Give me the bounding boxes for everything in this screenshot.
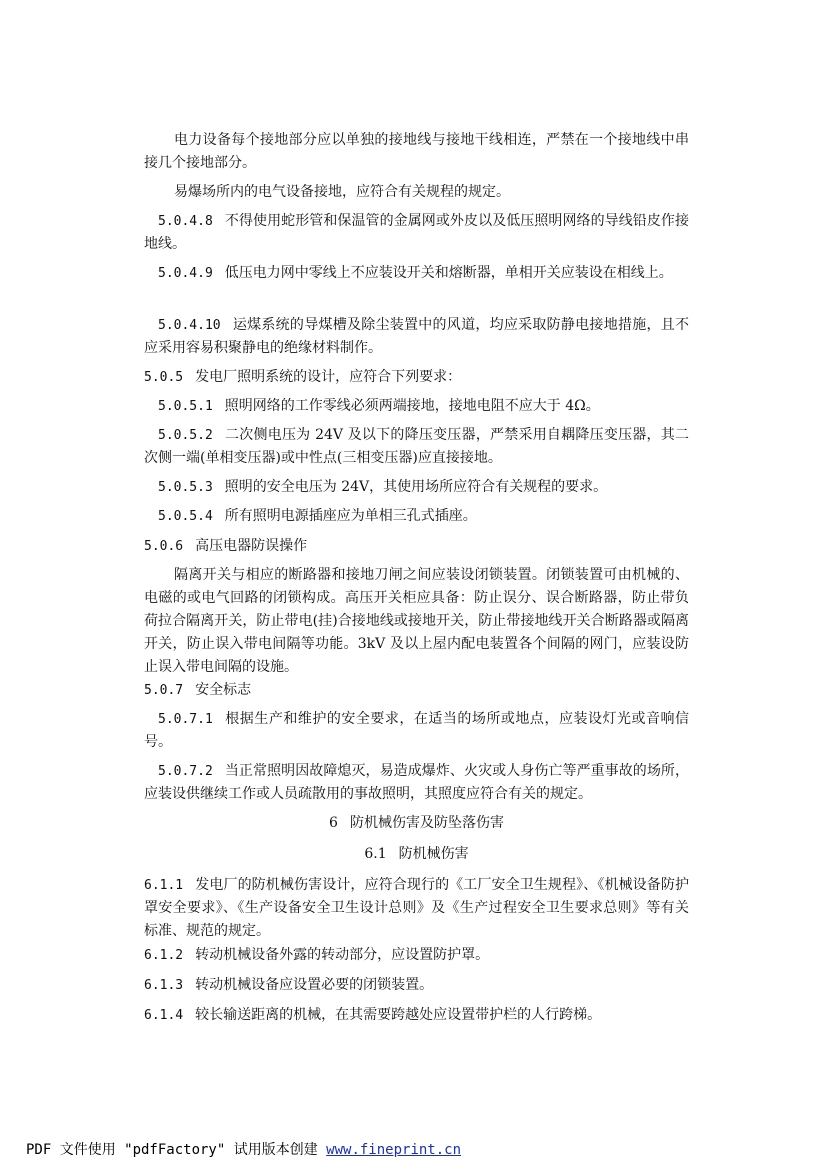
- paragraph-grounding-separate: 电力设备每个接地部分应以单独的接地线与接地干线相连，严禁在一个接地线中串接几个接地部分。: [144, 132, 689, 171]
- clause-5-0-5-4: 5.0.5.4 所有照明电源插座应为单相三孔式插座。: [144, 505, 689, 528]
- paragraph-explosive-grounding: 易爆场所内的电气设备接地，应符合有关规程的规定。: [174, 184, 510, 200]
- clause-number: 5.0.5.2: [158, 428, 213, 443]
- clause-6-1-3: 6.1.3 转动机械设备应设置必要的闭锁装置。: [144, 974, 689, 997]
- clause-number: 5.0.5.4: [158, 509, 213, 524]
- clause-5-0-7-1: 5.0.7.1 根据生产和维护的安全要求，在适当的场所或地点，应装设灯光或音响信号。: [144, 708, 689, 754]
- clause-number: 6.1.4: [144, 1008, 184, 1023]
- section-heading-6-1: 6.1 防机械伤害: [364, 846, 469, 862]
- clause-6-1-4: 6.1.4 较长输送距离的机械，在其需要跨越处应设置带护栏的人行跨梯。: [144, 1004, 689, 1027]
- clause-number: 5.0.4.9: [158, 266, 213, 281]
- fineprint-link[interactable]: www.fineprint.cn: [326, 1142, 462, 1158]
- clause-number: 5.0.5: [144, 370, 184, 385]
- chapter-number: 6: [329, 815, 338, 831]
- clause-number: 5.0.5.1: [158, 399, 213, 414]
- clause-5-0-5-3: 5.0.5.3 照明的安全电压为 24V，其使用场所应符合有关规程的要求。: [144, 476, 689, 499]
- clause-5-0-7-2: 5.0.7.2 当正常照明因故障熄灭，易造成爆炸、火灾或人身伤亡等严重事故的场所，应装设供继续工作或人员疏散用的事故照明，其照度应符合有关的规定。: [144, 760, 689, 806]
- clause-5-0-4-9: 5.0.4.9 低压电力网中零线上不应装设开关和熔断器，单相开关应装设在相线上。: [144, 262, 689, 285]
- clause-6-1-1: 6.1.1 发电厂的防机械伤害设计，应符合现行的《工厂安全卫生规程》、《机械设备防护罩安全要求》、《生产设备安全卫生设计总则》及《生产过程安全卫生要求总则》等有关标准、规范的规定。: [144, 874, 689, 943]
- clause-number: 5.0.7.2: [158, 764, 213, 779]
- clause-number: 5.0.4.10: [158, 318, 221, 333]
- pdf-factory-footer: [26, 1139, 461, 1159]
- section-number: 6.1: [364, 846, 387, 862]
- clause-number: 5.0.7: [144, 683, 184, 698]
- chapter-heading-6: 6 防机械伤害及防坠落伤害: [329, 815, 504, 831]
- clause-5-0-5: 5.0.5 发电厂照明系统的设计，应符合下列要求：: [144, 366, 689, 389]
- clause-5-0-5-1: 5.0.5.1 照明网络的工作零线必须两端接地，接地电阻不应大于 4Ω。: [144, 395, 689, 418]
- clause-5-0-7: 5.0.7 安全标志: [144, 679, 689, 702]
- clause-number: 5.0.6: [144, 539, 184, 554]
- clause-number: 5.0.7.1: [158, 712, 213, 727]
- clause-5-0-4-8: 5.0.4.8 不得使用蛇形管和保温管的金属网或外皮以及低压照明网络的导线铅皮作接地线。: [144, 210, 689, 256]
- clause-6-1-2: 6.1.2 转动机械设备外露的转动部分，应设置防护罩。: [144, 944, 689, 967]
- clause-number: 6.1.2: [144, 948, 184, 963]
- clause-5-0-4-10: 5.0.4.10 运煤系统的导煤槽及除尘装置中的风道，均应采取防静电接地措施，且不应采用容易积聚静电的绝缘材料制作。: [144, 314, 689, 360]
- clause-5-0-5-2: 5.0.5.2 二次侧电压为 24V 及以下的降压变压器，严禁采用自耦降压变压器，其二次侧一端(单相变压器)或中性点(三相变压器)应直接接地。: [144, 424, 689, 470]
- clause-number: 6.1.3: [144, 978, 184, 993]
- footer-text: PDF 文件使用 "pdfFactory" 试用版本创建: [26, 1142, 327, 1158]
- paragraph-interlock: 隔离开关与相应的断路器和接地刀闸之间应装设闭锁装置。闭锁装置可由机械的、电磁的或电气回路的闭锁构成。高压开关柜应具备：防止误分、误合断路器，防止带负荷拉合隔离开关，防止带电(挂)合接地线或接地开关，防止带接地线开关合断路器或隔离开关，防止误入带电间隔等功能。3kV 及以上屋内配电装置各个间隔的网门，应装设防止误入带电间隔的设施。: [144, 567, 689, 675]
- clause-number: 6.1.1: [144, 878, 184, 893]
- clause-5-0-6: 5.0.6 高压电器防误操作: [144, 535, 689, 558]
- clause-number: 5.0.4.8: [158, 214, 213, 229]
- clause-number: 5.0.5.3: [158, 480, 213, 495]
